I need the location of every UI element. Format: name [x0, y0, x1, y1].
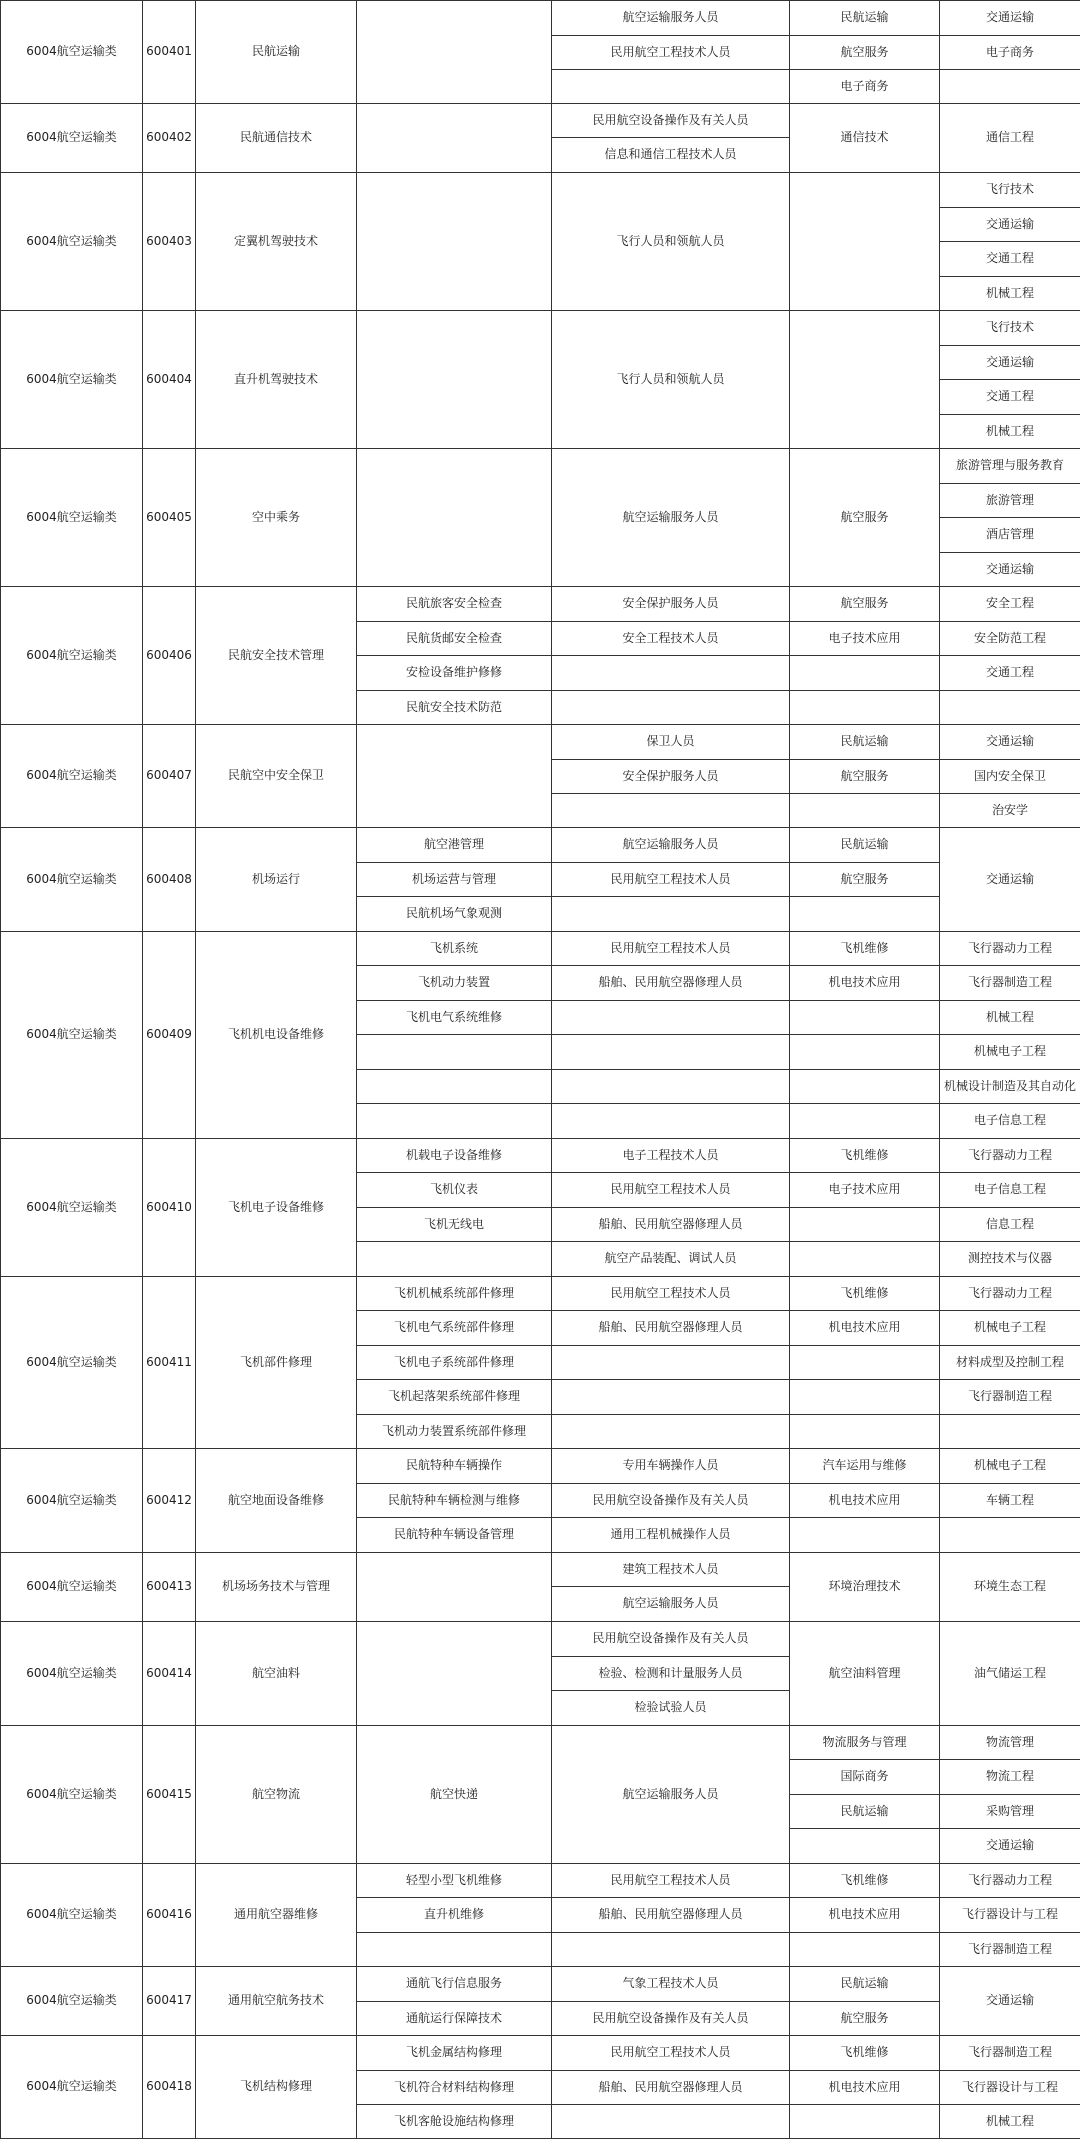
occupation-cell: 船舶、民用航空器修理人员	[552, 966, 790, 1001]
undergrad-major-cell: 交通运输	[940, 828, 1080, 932]
undergrad-major-cell	[940, 691, 1080, 725]
undergrad-major-cell: 机械电子工程	[940, 1035, 1080, 1070]
undergrad-major-cell: 机械工程	[940, 277, 1080, 311]
direction-cell: 安检设备维护修修	[357, 656, 552, 691]
direction-cell: 飞机电气系统部件修理	[357, 1311, 552, 1346]
occupation-cell	[552, 70, 790, 104]
code-cell: 600411	[143, 1277, 196, 1449]
code-cell: 600412	[143, 1449, 196, 1553]
undergrad-major-cell: 飞行器动力工程	[940, 1864, 1080, 1898]
secondary-major-cell	[790, 1346, 940, 1380]
direction-cell: 飞机无线电	[357, 1208, 552, 1242]
secondary-major-cell: 航空服务	[790, 2002, 940, 2036]
occupation-cell	[552, 1104, 790, 1139]
undergrad-major-cell: 飞行器动力工程	[940, 1139, 1080, 1173]
occupation-cell	[552, 1346, 790, 1380]
undergrad-major-cell	[940, 70, 1080, 104]
secondary-major-cell: 民航运输	[790, 1, 940, 36]
direction-cell	[357, 1035, 552, 1070]
undergrad-major-cell: 物流管理	[940, 1726, 1080, 1760]
undergrad-major-cell: 电子商务	[940, 36, 1080, 70]
code-cell: 600401	[143, 1, 196, 104]
direction-cell: 机载电子设备维修	[357, 1139, 552, 1173]
undergrad-major-cell: 交通工程	[940, 380, 1080, 415]
occupation-cell: 专用车辆操作人员	[552, 1449, 790, 1484]
secondary-major-cell	[790, 656, 940, 691]
occupation-cell: 检验试验人员	[552, 1691, 790, 1726]
occupation-cell: 船舶、民用航空器修理人员	[552, 1311, 790, 1346]
table-row	[1, 1726, 1080, 1760]
undergrad-major-cell: 飞行器动力工程	[940, 932, 1080, 966]
occupation-cell	[552, 897, 790, 932]
secondary-major-cell: 航空服务	[790, 36, 940, 70]
major-name-cell: 民航运输	[196, 1, 357, 104]
direction-cell: 飞机动力装置系统部件修理	[357, 1415, 552, 1449]
secondary-major-cell: 电子技术应用	[790, 622, 940, 656]
direction-cell: 民航货邮安全检查	[357, 622, 552, 656]
direction-cell	[357, 1622, 552, 1726]
undergrad-major-cell: 环境生态工程	[940, 1553, 1080, 1622]
table-row	[1, 828, 1080, 863]
secondary-major-cell: 飞机维修	[790, 2036, 940, 2071]
occupation-cell: 民用航空设备操作及有关人员	[552, 1622, 790, 1657]
secondary-major-cell: 物流服务与管理	[790, 1726, 940, 1760]
undergrad-major-cell: 电子信息工程	[940, 1173, 1080, 1208]
major-name-cell: 空中乘务	[196, 449, 357, 587]
code-cell: 600410	[143, 1139, 196, 1277]
secondary-major-cell: 民航运输	[790, 828, 940, 863]
occupation-cell: 保卫人员	[552, 725, 790, 760]
major-name-cell: 飞机部件修理	[196, 1277, 357, 1449]
table-row	[1, 587, 1080, 622]
undergrad-major-cell: 飞行器制造工程	[940, 1380, 1080, 1415]
occupation-cell: 民用航空设备操作及有关人员	[552, 104, 790, 138]
undergrad-major-cell: 交通运输	[940, 1967, 1080, 2036]
occupation-cell: 民用航空工程技术人员	[552, 932, 790, 966]
direction-cell: 民航安全技术防范	[357, 691, 552, 725]
secondary-major-cell	[790, 2105, 940, 2139]
direction-cell: 民航旅客安全检查	[357, 587, 552, 622]
occupation-cell: 气象工程技术人员	[552, 1967, 790, 2002]
secondary-major-cell	[790, 691, 940, 725]
undergrad-major-cell: 交通运输	[940, 553, 1080, 587]
occupation-cell	[552, 1001, 790, 1035]
table-row	[1, 104, 1080, 138]
secondary-major-cell: 机电技术应用	[790, 1898, 940, 1933]
category-cell: 6004航空运输类	[1, 1726, 143, 1864]
undergrad-major-cell: 飞行技术	[940, 173, 1080, 208]
direction-cell: 飞机系统	[357, 932, 552, 966]
direction-cell	[357, 1070, 552, 1104]
occupation-cell: 检验、检测和计量服务人员	[552, 1657, 790, 1691]
occupation-cell: 建筑工程技术人员	[552, 1553, 790, 1587]
occupation-cell: 电子工程技术人员	[552, 1139, 790, 1173]
secondary-major-cell: 航空服务	[790, 760, 940, 794]
secondary-major-cell: 飞机维修	[790, 1139, 940, 1173]
category-cell: 6004航空运输类	[1, 587, 143, 725]
category-cell: 6004航空运输类	[1, 1864, 143, 1967]
category-cell: 6004航空运输类	[1, 1, 143, 104]
undergrad-major-cell: 机械工程	[940, 2105, 1080, 2139]
direction-cell: 轻型小型飞机维修	[357, 1864, 552, 1898]
secondary-major-cell	[790, 1104, 940, 1139]
occupation-cell: 安全保护服务人员	[552, 587, 790, 622]
major-name-cell: 飞机电子设备维修	[196, 1139, 357, 1277]
table-row	[1, 1622, 1080, 1657]
secondary-major-cell	[790, 1933, 940, 1967]
occupation-cell: 航空运输服务人员	[552, 1726, 790, 1864]
undergrad-major-cell	[940, 1518, 1080, 1553]
secondary-major-cell	[790, 1208, 940, 1242]
table-row	[1, 449, 1080, 484]
category-cell: 6004航空运输类	[1, 1449, 143, 1553]
direction-cell	[357, 1553, 552, 1622]
undergrad-major-cell: 车辆工程	[940, 1484, 1080, 1518]
undergrad-major-cell: 交通运输	[940, 1829, 1080, 1864]
secondary-major-cell: 航空服务	[790, 587, 940, 622]
occupation-cell	[552, 1380, 790, 1415]
occupation-cell: 航空产品装配、调试人员	[552, 1242, 790, 1277]
undergrad-major-cell: 信息工程	[940, 1208, 1080, 1242]
direction-cell: 机场运营与管理	[357, 863, 552, 897]
undergrad-major-cell: 交通运输	[940, 1, 1080, 36]
major-name-cell: 机场运行	[196, 828, 357, 932]
undergrad-major-cell: 飞行技术	[940, 311, 1080, 346]
undergrad-major-cell: 旅游管理与服务教育	[940, 449, 1080, 484]
secondary-major-cell	[790, 1035, 940, 1070]
secondary-major-cell: 机电技术应用	[790, 1484, 940, 1518]
major-name-cell: 航空油料	[196, 1622, 357, 1726]
undergrad-major-cell: 旅游管理	[940, 484, 1080, 518]
secondary-major-cell: 飞机维修	[790, 1277, 940, 1311]
occupation-cell: 通用工程机械操作人员	[552, 1518, 790, 1553]
table-row	[1, 1864, 1080, 1898]
undergrad-major-cell: 采购管理	[940, 1795, 1080, 1829]
code-cell: 600402	[143, 104, 196, 173]
secondary-major-cell	[790, 1415, 940, 1449]
category-cell: 6004航空运输类	[1, 1553, 143, 1622]
code-cell: 600403	[143, 173, 196, 311]
category-cell: 6004航空运输类	[1, 1622, 143, 1726]
undergrad-major-cell: 交通工程	[940, 656, 1080, 691]
direction-cell	[357, 1242, 552, 1277]
code-cell: 600407	[143, 725, 196, 828]
table-row	[1, 2036, 1080, 2071]
secondary-major-cell	[790, 1070, 940, 1104]
undergrad-major-cell: 飞行器动力工程	[940, 1277, 1080, 1311]
undergrad-major-cell: 油气储运工程	[940, 1622, 1080, 1726]
category-cell: 6004航空运输类	[1, 449, 143, 587]
category-cell: 6004航空运输类	[1, 104, 143, 173]
occupation-cell: 民用航空设备操作及有关人员	[552, 1484, 790, 1518]
table-row	[1, 1, 1080, 36]
category-cell: 6004航空运输类	[1, 1967, 143, 2036]
direction-cell: 民航特种车辆检测与维修	[357, 1484, 552, 1518]
category-cell: 6004航空运输类	[1, 311, 143, 449]
category-cell: 6004航空运输类	[1, 1277, 143, 1449]
occupation-cell: 航空运输服务人员	[552, 828, 790, 863]
code-cell: 600417	[143, 1967, 196, 2036]
secondary-major-cell	[790, 897, 940, 932]
secondary-major-cell	[790, 1829, 940, 1864]
occupation-cell	[552, 794, 790, 828]
occupation-cell	[552, 1933, 790, 1967]
direction-cell	[357, 725, 552, 828]
undergrad-major-cell: 安全防范工程	[940, 622, 1080, 656]
category-cell: 6004航空运输类	[1, 1139, 143, 1277]
major-name-cell: 航空物流	[196, 1726, 357, 1864]
undergrad-major-cell: 电子信息工程	[940, 1104, 1080, 1139]
occupation-cell: 民用航空工程技术人员	[552, 1277, 790, 1311]
undergrad-major-cell: 酒店管理	[940, 518, 1080, 553]
occupation-cell: 民用航空工程技术人员	[552, 36, 790, 70]
direction-cell	[357, 311, 552, 449]
undergrad-major-cell: 飞行器制造工程	[940, 1933, 1080, 1967]
direction-cell: 飞机金属结构修理	[357, 2036, 552, 2071]
direction-cell	[357, 173, 552, 311]
occupation-cell: 航空运输服务人员	[552, 1587, 790, 1622]
table-row	[1, 932, 1080, 966]
secondary-major-cell: 机电技术应用	[790, 1311, 940, 1346]
direction-cell: 飞机电子系统部件修理	[357, 1346, 552, 1380]
undergrad-major-cell: 机械电子工程	[940, 1449, 1080, 1484]
secondary-major-cell	[790, 173, 940, 311]
undergrad-major-cell: 飞行器制造工程	[940, 2036, 1080, 2071]
table-row	[1, 311, 1080, 346]
code-cell: 600406	[143, 587, 196, 725]
occupation-cell	[552, 1415, 790, 1449]
direction-cell: 飞机电气系统维修	[357, 1001, 552, 1035]
code-cell: 600414	[143, 1622, 196, 1726]
direction-cell	[357, 449, 552, 587]
category-cell: 6004航空运输类	[1, 725, 143, 828]
undergrad-major-cell: 物流工程	[940, 1760, 1080, 1795]
direction-cell: 航空港管理	[357, 828, 552, 863]
occupation-cell: 民用航空工程技术人员	[552, 863, 790, 897]
occupation-cell: 信息和通信工程技术人员	[552, 138, 790, 173]
undergrad-major-cell: 机械电子工程	[940, 1311, 1080, 1346]
undergrad-major-cell: 测控技术与仪器	[940, 1242, 1080, 1277]
table-row	[1, 1553, 1080, 1587]
occupation-cell: 飞行人员和领航人员	[552, 173, 790, 311]
major-name-cell: 民航安全技术管理	[196, 587, 357, 725]
secondary-major-cell: 电子商务	[790, 70, 940, 104]
occupation-cell	[552, 2105, 790, 2139]
occupation-cell	[552, 656, 790, 691]
direction-cell: 通航运行保障技术	[357, 2002, 552, 2036]
table-row	[1, 1277, 1080, 1311]
secondary-major-cell: 航空油料管理	[790, 1622, 940, 1726]
secondary-major-cell: 民航运输	[790, 1967, 940, 2002]
category-cell: 6004航空运输类	[1, 173, 143, 311]
code-cell: 600415	[143, 1726, 196, 1864]
direction-cell: 航空快递	[357, 1726, 552, 1864]
table-row	[1, 725, 1080, 760]
secondary-major-cell: 民航运输	[790, 1795, 940, 1829]
code-cell: 600416	[143, 1864, 196, 1967]
undergrad-major-cell: 交通运输	[940, 725, 1080, 760]
table-row	[1, 1139, 1080, 1173]
secondary-major-cell: 电子技术应用	[790, 1173, 940, 1208]
secondary-major-cell: 飞机维修	[790, 1864, 940, 1898]
occupation-cell: 民用航空工程技术人员	[552, 1173, 790, 1208]
secondary-major-cell: 通信技术	[790, 104, 940, 173]
direction-cell: 直升机维修	[357, 1898, 552, 1933]
secondary-major-cell: 航空服务	[790, 449, 940, 587]
secondary-major-cell	[790, 1518, 940, 1553]
undergrad-major-cell: 飞行器设计与工程	[940, 1898, 1080, 1933]
direction-cell	[357, 104, 552, 173]
direction-cell: 飞机客舱设施结构修理	[357, 2105, 552, 2139]
table-row	[1, 173, 1080, 208]
occupation-cell: 民用航空工程技术人员	[552, 1864, 790, 1898]
occupation-cell: 航空运输服务人员	[552, 449, 790, 587]
secondary-major-cell: 飞机维修	[790, 932, 940, 966]
major-name-cell: 民航空中安全保卫	[196, 725, 357, 828]
undergrad-major-cell: 机械工程	[940, 1001, 1080, 1035]
secondary-major-cell	[790, 1001, 940, 1035]
direction-cell	[357, 1, 552, 104]
occupation-cell: 民用航空设备操作及有关人员	[552, 2002, 790, 2036]
occupation-cell	[552, 1035, 790, 1070]
code-cell: 600405	[143, 449, 196, 587]
occupation-cell: 船舶、民用航空器修理人员	[552, 1898, 790, 1933]
direction-cell: 飞机起落架系统部件修理	[357, 1380, 552, 1415]
code-cell: 600409	[143, 932, 196, 1139]
undergrad-major-cell: 交通运输	[940, 346, 1080, 380]
direction-cell: 飞机仪表	[357, 1173, 552, 1208]
code-cell: 600408	[143, 828, 196, 932]
occupation-cell: 飞行人员和领航人员	[552, 311, 790, 449]
code-cell: 600404	[143, 311, 196, 449]
table-row	[1, 1967, 1080, 2002]
secondary-major-cell: 机电技术应用	[790, 966, 940, 1001]
occupation-cell	[552, 1070, 790, 1104]
code-cell: 600418	[143, 2036, 196, 2139]
category-cell: 6004航空运输类	[1, 932, 143, 1139]
major-name-cell: 飞机结构修理	[196, 2036, 357, 2139]
major-name-cell: 航空地面设备维修	[196, 1449, 357, 1553]
category-cell: 6004航空运输类	[1, 2036, 143, 2139]
occupation-cell	[552, 691, 790, 725]
direction-cell: 民航特种车辆设备管理	[357, 1518, 552, 1553]
direction-cell: 飞机符合材料结构修理	[357, 2071, 552, 2105]
code-cell: 600413	[143, 1553, 196, 1622]
direction-cell	[357, 1104, 552, 1139]
undergrad-major-cell: 飞行器制造工程	[940, 966, 1080, 1001]
secondary-major-cell	[790, 311, 940, 449]
undergrad-major-cell: 机械工程	[940, 415, 1080, 449]
secondary-major-cell	[790, 1380, 940, 1415]
undergrad-major-cell: 安全工程	[940, 587, 1080, 622]
occupation-cell: 安全工程技术人员	[552, 622, 790, 656]
major-name-cell: 通用航空器维修	[196, 1864, 357, 1967]
undergrad-major-cell: 治安学	[940, 794, 1080, 828]
undergrad-major-cell	[940, 1415, 1080, 1449]
direction-cell: 民航特种车辆操作	[357, 1449, 552, 1484]
undergrad-major-cell: 交通工程	[940, 242, 1080, 277]
undergrad-major-cell: 通信工程	[940, 104, 1080, 173]
occupation-cell: 船舶、民用航空器修理人员	[552, 2071, 790, 2105]
major-name-cell: 定翼机驾驶技术	[196, 173, 357, 311]
secondary-major-cell	[790, 1242, 940, 1277]
direction-cell: 飞机机械系统部件修理	[357, 1277, 552, 1311]
occupation-cell: 航空运输服务人员	[552, 1, 790, 36]
secondary-major-cell: 汽车运用与维修	[790, 1449, 940, 1484]
direction-cell: 通航飞行信息服务	[357, 1967, 552, 2002]
secondary-major-cell	[790, 794, 940, 828]
category-cell: 6004航空运输类	[1, 828, 143, 932]
direction-cell	[357, 1933, 552, 1967]
secondary-major-cell: 民航运输	[790, 725, 940, 760]
occupation-cell: 安全保护服务人员	[552, 760, 790, 794]
major-name-cell: 直升机驾驶技术	[196, 311, 357, 449]
direction-cell: 飞机动力装置	[357, 966, 552, 1001]
undergrad-major-cell: 材料成型及控制工程	[940, 1346, 1080, 1380]
secondary-major-cell: 环境治理技术	[790, 1553, 940, 1622]
secondary-major-cell: 机电技术应用	[790, 2071, 940, 2105]
undergrad-major-cell: 国内安全保卫	[940, 760, 1080, 794]
direction-cell: 民航机场气象观测	[357, 897, 552, 932]
table-row	[1, 1449, 1080, 1484]
occupation-cell: 船舶、民用航空器修理人员	[552, 1208, 790, 1242]
undergrad-major-cell: 飞行器设计与工程	[940, 2071, 1080, 2105]
undergrad-major-cell: 机械设计制造及其自动化	[940, 1070, 1080, 1104]
occupation-cell: 民用航空工程技术人员	[552, 2036, 790, 2071]
major-name-cell: 民航通信技术	[196, 104, 357, 173]
major-name-cell: 飞机机电设备维修	[196, 932, 357, 1139]
secondary-major-cell: 国际商务	[790, 1760, 940, 1795]
major-name-cell: 机场场务技术与管理	[196, 1553, 357, 1622]
undergrad-major-cell: 交通运输	[940, 208, 1080, 242]
major-name-cell: 通用航空航务技术	[196, 1967, 357, 2036]
secondary-major-cell: 航空服务	[790, 863, 940, 897]
